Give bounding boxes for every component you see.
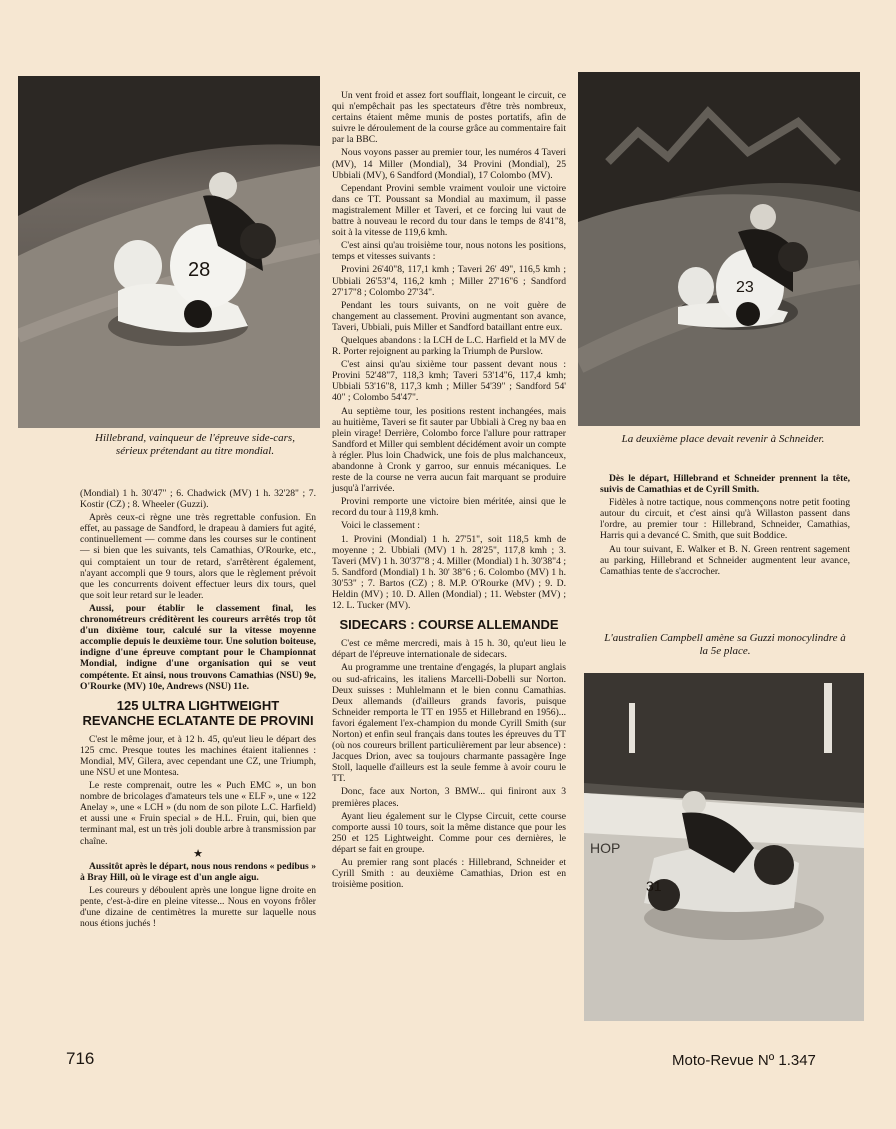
mid-paragraph-7: Quelques abandons : la LCH de L.C. Harfield et la MV de R. Porter rejoignent au parking la Triumph de Purslow. bbox=[332, 334, 566, 358]
heading-sidecars: SIDECARS : COURSE ALLEMANDE bbox=[339, 617, 559, 633]
heading-125-ultra-lightweight: 125 ULTRA LIGHTWEIGHT REVANCHE ECLATANTE DE PROVINI bbox=[82, 697, 314, 728]
page-number: 716 bbox=[66, 1049, 95, 1068]
race-number-28: 28 bbox=[188, 259, 211, 281]
left-paragraph-2: Après ceux-ci règne une très regrettable confusion. En effet, au passage de Sandford, le drapeau à damiers fut agité, continuellement — comme dans les courses sur le continent — si bien que les suivants, tels Camathias, O'Rourke, etc., qui comptaient un tour de retard, s'arrêtèrent également, n'ayant accompli que 9 tours, alors que le règlement prévoit que les concurrents doivent effectuer leurs dix tours, quel que soit leur retard sur le leader. bbox=[80, 512, 316, 601]
mid-paragraph-2: Nous voyons passer au premier tour, les numéros 4 Taveri (MV), 14 Miller (Mondial), 34 Provini (Mondial), 25 Ubbiali (MV), 6 Sandford (Mondial), 17 Colombo (MV). bbox=[332, 147, 566, 181]
left-paragraph-4: C'est le même jour, et à 12 h. 45, qu'eut lieu le départ des 125 cmc. Presque toutes les machines étaient italiennes : Mondial, MV, Gilera, avec cependant une CZ, une Triumph, une NSU et une Montesa. bbox=[80, 733, 316, 778]
mid-paragraph-16: Ayant lieu également sur le Clypse Circuit, cette course comporte aussi 10 tours, soit la même distance que pour les 250 et 125 Lightweight. Comme pour ces dernières, le départ se fait en groupe. bbox=[332, 810, 566, 855]
mid-paragraph-12: 1. Provini (Mondial) 1 h. 27'51", soit 118,5 kmh de moyenne ; 2. Ubbiali (MV) 1 h. 28'25", 117,8 kmh ; 3. Taveri (MV) 1 h. 30'37"8 ; 4. Miller (Mondial) 1 h. 30'38"4 ; 5. Sandford (Mondial) 1 h. 30' 38"6 ; 6. Colombo (MV) 1 h. 30'53" ; 7. Bartos (CZ) ; 8. M.P. O'Rourke (MV) ; 9. D. Heldin (MV) ; 10. D. Allen (Mondial) ; 11. Webster (MV) ; 12. L. Tucker (MV). bbox=[332, 533, 566, 612]
right-paragraph-1: Dès le départ, Hillebrand et Schneider prennent la tête, suivis de Camathias et de Cyrill Smith. bbox=[600, 473, 850, 496]
mid-paragraph-14: Au programme une trentaine d'engagés, la plupart anglais ou sud-africains, les italiens Marcelli-Dobelli sur Norton. Deux suisses : Muhlelmann et le bien connu Camathias. Deux allemands (d'ailleurs grands favoris, puisque Schneider remporta le TT en 1955 et Hillebrand en 1956)... favori également l'ex-champion du monde Cyrill Smith (sur Norton) et enfin seul français dans toutes les épreuves du TT (où nos coureurs brillent particulièrement par leur absence) : Jacques Drion, avec sa toujours charmante passagère Inge Stoll, laquelle d'ailleurs est la seule femme à avoir couru le TT. bbox=[332, 662, 566, 785]
left-paragraph-3: Aussi, pour établir le classement final, les chronométreurs créditèrent les coureurs arrêtés trop tôt d'un dixième tour, calculé sur la vitesse moyenne accomplie depuis le deuxième tour. Une solution boiteuse, indigne d'une épreuve comptant pour le Championnat Mondial, indigne d'une organisation qui se veut compétente. Et ainsi, nous trouvons Camathias (NSU) 9e, O'Rourke (MV) 10e, Andrews (NSU) 11e. bbox=[80, 602, 316, 692]
mid-paragraph-6: Pendant les tours suivants, on ne voit guère de changement au classement. Provini augmentant son avance, Taveri, Ubbiali, puis Miller et Sandford bataillant entre eux. bbox=[332, 299, 566, 333]
caption-photo1: Hillebrand, vainqueur de l'épreuve side-cars, sérieux prétendant au titre mondial. bbox=[95, 432, 295, 457]
caption-photo2: La deuxième place devait revenir à Schneider. bbox=[621, 433, 825, 445]
mid-paragraph-11: Voici le classement : bbox=[341, 520, 420, 532]
mid-paragraph-17: Au premier rang sont placés : Hillebrand, Schneider et Cyrill Smith : au deuxième Camathias, Drion est en troisième position. bbox=[332, 857, 566, 891]
mid-paragraph-9: Au septième tour, les positions restent inchangées, mais au huitième, Taveri se fit sauter par Ubbiali à Creg ny baa en plein virage! Derrière, Colombo force l'allure pour rattraper Sandford et Miller qui semblent décidément avoir un compte à régler. Plus loin Chadwick, une fois de plus malchanceux, abandonne à Cronk y garroo, sur ennuis mécaniques. Le reste de la course ne verra aucun fait marquant se produire jusqu'à l'arrivée. bbox=[332, 405, 566, 495]
left-paragraph-1: (Mondial) 1 h. 30'47" ; 6. Chadwick (MV) 1 h. 32'28" ; 7. Kostir (CZ) ; 8. Wheeler (Guzzi). bbox=[80, 488, 316, 511]
mid-paragraph-15: Donc, face aux Norton, 3 BMW... qui finiront aux 3 premières places. bbox=[332, 786, 566, 809]
photo-hillebrand-sidecar bbox=[18, 76, 320, 428]
right-paragraph-2: Fidèles à notre tactique, nous commençons notre petit footing autour du circuit, et c'est ainsi qu'à Willaston passent dans l'ordre, au premier tour : Hillebrand, Schneider, Camathias, Harris qui a devancé C. Smith, que suit Boddice. bbox=[600, 497, 850, 542]
mid-paragraph-10: Provini remporte une victoire bien méritée, ainsi que le record du tour à 119,8 kmh. bbox=[332, 496, 566, 519]
mid-paragraph-13: C'est ce même mercredi, mais à 15 h. 30, qu'eut lieu le départ de l'épreuve internationale de sidecars. bbox=[332, 638, 566, 661]
text-column-left bbox=[80, 488, 316, 931]
left-paragraph-5: Le reste comprenait, outre les « Puch EMC », un bon nombre de bricolages d'amateurs tels une « ELF », une « 122 Anelay », une « LCH » (du nom de son pilote L.C. Harfield) et aussi une « Fruin special » de H.L. Fruin, qui, bien que terminant mal, est un très joli double arbre à transmission par chaîne. bbox=[80, 780, 316, 847]
race-number-23: 23 bbox=[736, 279, 754, 296]
left-paragraph-6: Aussitôt après le départ, nous nous rendons « pedibus » à Bray Hill, où le virage est d'un angle aigu. bbox=[80, 860, 316, 883]
mid-paragraph-1: Un vent froid et assez fort soufflait, longeant le circuit, ce qui n'empêchait pas les spectateurs d'être très nombreux, certains étaient même munis de postes portatifs, afin de suivre le déroulement de la course grâce au commentaire fait par la BBC. bbox=[332, 90, 566, 146]
star-separator: ★ bbox=[193, 847, 203, 860]
left-paragraph-7: Les coureurs y déboulent après une longue ligne droite en pente, c'est-à-dire en pleine vitesse... Nous en voyons frôler d'une dizaine de centimètres la murette sur laquelle nous nous étions juchés ! bbox=[80, 884, 316, 930]
photo-campbell-guzzi bbox=[584, 673, 864, 1021]
magazine-issue: Moto-Revue Nº 1.347 bbox=[672, 1052, 816, 1069]
right-paragraph-3: Au tour suivant, E. Walker et B. N. Green rentrent sagement au parking, Hillebrand et Schneider augmentent leur avance, Camathias tente de s'accrocher. bbox=[600, 543, 850, 577]
mid-paragraph-8: C'est ainsi qu'au sixième tour passent devant nous : Provini 52'48"7, 118,3 kmh; Taveri 53'14"6, 117,4 kmh; Ubbiali 53'16"8, 117,3 kmh ; Miller 54'39" ; Sandford 54' 40" ; Colombo 54'47". bbox=[332, 359, 566, 404]
mid-paragraph-5: Provini 26'40"8, 117,1 kmh ; Taveri 26' 49", 116,5 kmh ; Ubbiali 26'53"4, 116,2 kmh ; Miller 27'16"6 ; Sandford 27'17"8 ; Colombo 27'34". bbox=[332, 264, 566, 298]
photo-schneider-sidecar bbox=[578, 72, 860, 426]
text-column-middle bbox=[332, 90, 566, 892]
race-number-31: 31 bbox=[646, 878, 662, 894]
mid-paragraph-3: Cependant Provini semble vraiment vouloir une victoire dans ce TT. Poussant sa Mondial au maximum, il passe magistralement Miller et Taveri, et ce forcing lui vaut de battre à nouveau le record du tour dans le temps de 8'41"8, soit à la vitesse de 119,6 kmh. bbox=[332, 182, 566, 239]
caption-photo3: L'australien Campbell amène sa Guzzi monocylindre à la 5e place. bbox=[604, 632, 846, 657]
text-column-right bbox=[600, 473, 850, 579]
banner-hop: HOP bbox=[590, 840, 621, 856]
mid-paragraph-4: C'est ainsi qu'au troisième tour, nous notons les positions, temps et vitesses suivants : bbox=[332, 240, 566, 263]
